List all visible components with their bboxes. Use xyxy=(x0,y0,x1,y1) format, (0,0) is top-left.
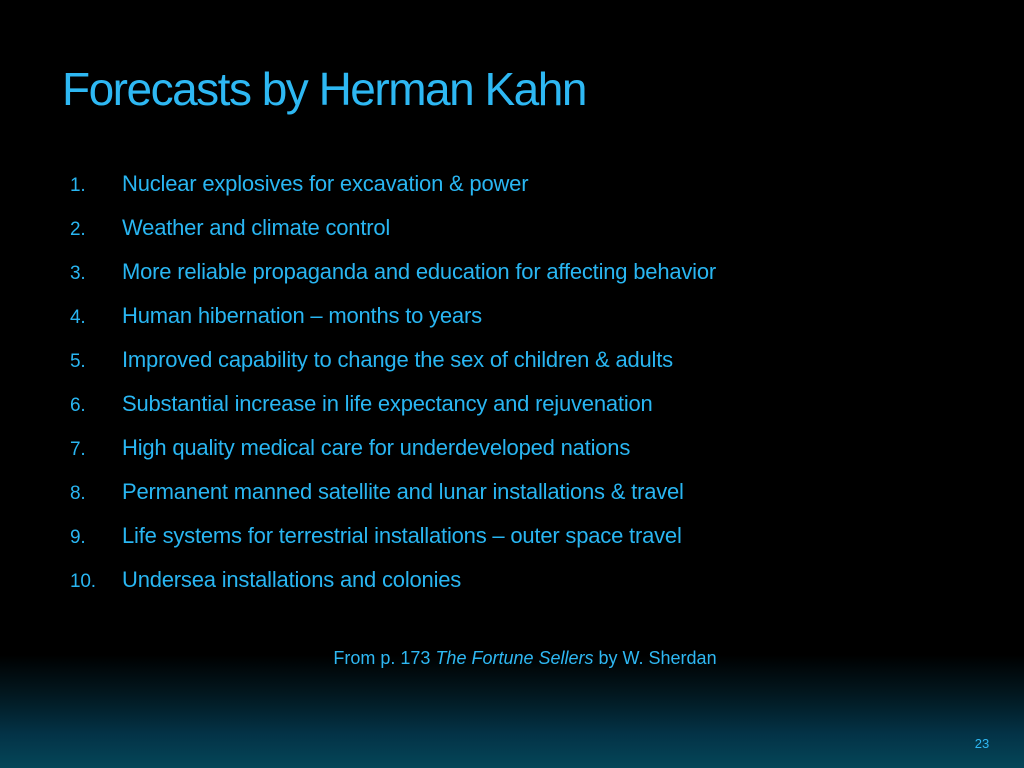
list-item-text: Improved capability to change the sex of children & adults xyxy=(122,347,673,372)
list-item-text: Human hibernation – months to years xyxy=(122,303,482,328)
list-item-number: 6. xyxy=(70,395,86,416)
list-item-number: 10. xyxy=(70,571,96,592)
list-item-number: 1. xyxy=(70,175,86,196)
source-suffix: by W. Sherdan xyxy=(593,648,717,668)
list-item-text: Permanent manned satellite and lunar installations & travel xyxy=(122,479,684,504)
slide-title: Forecasts by Herman Kahn xyxy=(62,63,586,115)
source-prefix: From p. 173 xyxy=(333,648,436,668)
list-item xyxy=(70,294,716,338)
list-item-text: Weather and climate control xyxy=(122,215,391,240)
list-item xyxy=(70,162,716,206)
list-item-text: Undersea installations and colonies xyxy=(122,567,462,592)
list-item-number: 9. xyxy=(70,527,86,548)
list-item xyxy=(70,470,716,514)
list-item xyxy=(70,514,716,558)
list-item-text: Substantial increase in life expectancy and rejuvenation xyxy=(122,391,653,416)
list-item-number: 3. xyxy=(70,263,86,284)
list-item-number: 8. xyxy=(70,483,86,504)
list-item xyxy=(70,382,716,426)
forecast-list xyxy=(70,162,716,602)
page-number: 23 xyxy=(974,736,990,751)
list-item xyxy=(70,206,716,250)
list-item-text: High quality medical care for underdeveloped nations xyxy=(122,435,631,460)
list-item-number: 2. xyxy=(70,219,86,240)
list-item xyxy=(70,558,716,602)
list-item xyxy=(70,426,716,470)
list-item-number: 7. xyxy=(70,439,86,460)
list-item xyxy=(70,338,716,382)
list-item-text: More reliable propaganda and education for affecting behavior xyxy=(122,259,717,284)
list-item xyxy=(70,250,716,294)
list-item-text: Life systems for terrestrial installations – outer space travel xyxy=(122,523,682,548)
source-book-title: The Fortune Sellers xyxy=(435,648,594,668)
list-item-number: 4. xyxy=(70,307,86,328)
list-item-number: 5. xyxy=(70,351,86,372)
source-citation xyxy=(0,645,1024,671)
list-item-text: Nuclear explosives for excavation & power xyxy=(122,171,529,196)
